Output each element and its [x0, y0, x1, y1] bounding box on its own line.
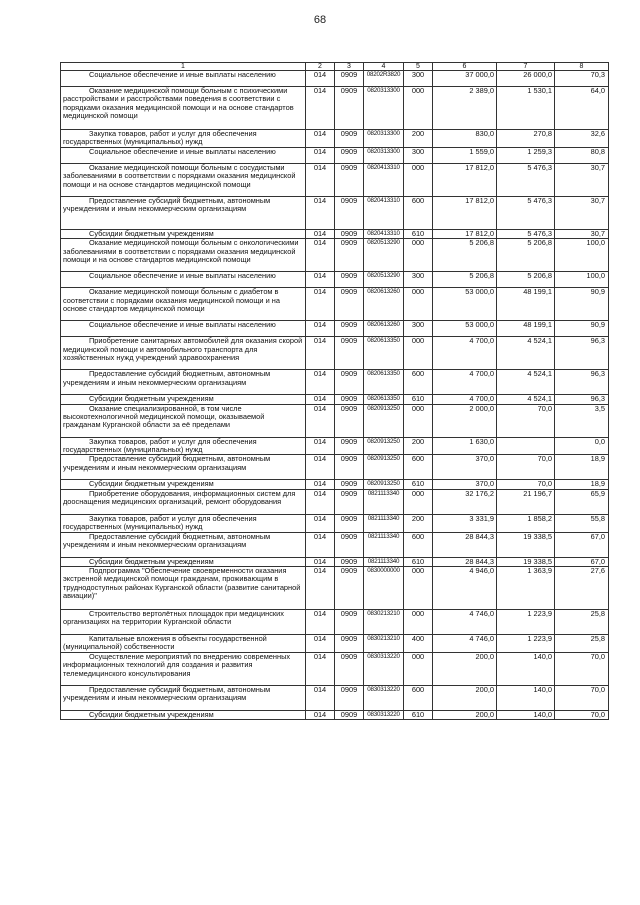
table-row [61, 652, 609, 685]
row-plan-cell: 32 176,2 [433, 489, 497, 514]
row-plan-cell: 17 812,0 [433, 163, 497, 196]
row-section-code-cell: 0909 [335, 489, 364, 514]
row-actual-cell: 1 530,1 [497, 87, 555, 130]
table-row [61, 455, 609, 480]
row-admin-code-cell: 014 [306, 272, 335, 288]
row-plan-cell: 53 000,0 [433, 321, 497, 337]
table-row [61, 685, 609, 710]
row-percent-cell: 70,0 [555, 685, 609, 710]
row-admin-code-cell: 014 [306, 196, 335, 229]
table-row [61, 395, 609, 404]
row-target-code-cell: 0830213210 [364, 635, 404, 653]
row-target-code-cell: 0830213210 [364, 610, 404, 635]
row-section-code-cell: 0909 [335, 685, 364, 710]
row-target-code-cell: 0821113340 [364, 532, 404, 557]
row-plan-cell: 2 389,0 [433, 87, 497, 130]
row-admin-code-cell: 014 [306, 163, 335, 196]
row-admin-code-cell: 014 [306, 395, 335, 404]
row-actual-cell: 70,0 [497, 455, 555, 480]
row-expense-type-cell: 600 [404, 685, 433, 710]
row-percent-cell: 30,7 [555, 163, 609, 196]
table-row [61, 514, 609, 532]
row-plan-cell: 17 812,0 [433, 229, 497, 238]
table-row [61, 71, 609, 87]
row-name-cell: Осуществление мероприятий по внедрению современных информационных технологий для создания и развития телемедицинского консультирования [61, 652, 306, 685]
row-percent-cell: 0,0 [555, 437, 609, 455]
row-expense-type-cell: 600 [404, 370, 433, 395]
table-row [61, 337, 609, 370]
row-actual-cell: 5 206,8 [497, 272, 555, 288]
row-name-cell: Приобретение санитарных автомобилей для оказания скорой медицинской помощи и автомобильного транспорта для хозяйственных нужд учреждений здравоохранения [61, 337, 306, 370]
row-target-code-cell: 0830313220 [364, 710, 404, 719]
table-row [61, 229, 609, 238]
row-admin-code-cell: 014 [306, 480, 335, 489]
row-actual-cell: 1 858,2 [497, 514, 555, 532]
row-plan-cell: 53 000,0 [433, 288, 497, 321]
row-actual-cell: 5 476,3 [497, 163, 555, 196]
row-section-code-cell: 0909 [335, 567, 364, 610]
row-expense-type-cell: 000 [404, 404, 433, 437]
row-target-code-cell: 0821113340 [364, 514, 404, 532]
row-admin-code-cell: 014 [306, 130, 335, 148]
row-plan-cell: 5 206,8 [433, 272, 497, 288]
row-plan-cell: 28 844,3 [433, 557, 497, 566]
row-actual-cell: 140,0 [497, 710, 555, 719]
row-section-code-cell: 0909 [335, 87, 364, 130]
row-name-cell: Подпрограмма "Обеспечение своевременности оказания экстренной медицинской помощи гражданам, проживающим в труднодоступных районах Курганской области (развитие санитарной авиации)" [61, 567, 306, 610]
row-name-cell: Предоставление субсидий бюджетным, автономным учреждениям и иным некоммерческим организациям [61, 685, 306, 710]
row-actual-cell: 4 524,1 [497, 337, 555, 370]
row-target-code-cell: 0820613350 [364, 337, 404, 370]
row-name-cell: Субсидии бюджетным учреждениям [61, 229, 306, 238]
row-section-code-cell: 0909 [335, 147, 364, 163]
header-cell: 7 [497, 63, 555, 71]
row-name-cell: Закупка товаров, работ и услуг для обеспечения государственных (муниципальных) нужд [61, 437, 306, 455]
table-row [61, 147, 609, 163]
row-section-code-cell: 0909 [335, 272, 364, 288]
row-admin-code-cell: 014 [306, 229, 335, 238]
row-target-code-cell: 0820413310 [364, 163, 404, 196]
row-percent-cell: 100,0 [555, 239, 609, 272]
row-name-cell: Субсидии бюджетным учреждениям [61, 480, 306, 489]
row-actual-cell: 48 199,1 [497, 321, 555, 337]
row-target-code-cell: 0830000000 [364, 567, 404, 610]
row-admin-code-cell: 014 [306, 532, 335, 557]
table-row [61, 532, 609, 557]
row-expense-type-cell: 610 [404, 395, 433, 404]
row-actual-cell: 5 476,3 [497, 229, 555, 238]
row-admin-code-cell: 014 [306, 685, 335, 710]
row-target-code-cell: 0820913250 [364, 437, 404, 455]
header-cell: 1 [61, 63, 306, 71]
row-admin-code-cell: 014 [306, 514, 335, 532]
table-row [61, 130, 609, 148]
row-percent-cell: 18,9 [555, 455, 609, 480]
row-section-code-cell: 0909 [335, 532, 364, 557]
row-target-code-cell: 0820513290 [364, 272, 404, 288]
row-plan-cell: 17 812,0 [433, 196, 497, 229]
table-row [61, 635, 609, 653]
row-name-cell: Субсидии бюджетным учреждениям [61, 710, 306, 719]
row-expense-type-cell: 300 [404, 147, 433, 163]
row-admin-code-cell: 014 [306, 635, 335, 653]
row-expense-type-cell: 400 [404, 635, 433, 653]
row-section-code-cell: 0909 [335, 710, 364, 719]
table-row [61, 288, 609, 321]
row-percent-cell: 100,0 [555, 272, 609, 288]
row-expense-type-cell: 000 [404, 610, 433, 635]
row-plan-cell: 28 844,3 [433, 532, 497, 557]
row-section-code-cell: 0909 [335, 395, 364, 404]
row-section-code-cell: 0909 [335, 288, 364, 321]
row-section-code-cell: 0909 [335, 652, 364, 685]
row-actual-cell: 270,8 [497, 130, 555, 148]
row-actual-cell: 1 223,9 [497, 610, 555, 635]
row-target-code-cell: 0820413310 [364, 196, 404, 229]
row-expense-type-cell: 000 [404, 87, 433, 130]
row-expense-type-cell: 000 [404, 288, 433, 321]
header-cell: 4 [364, 63, 404, 71]
row-plan-cell: 830,0 [433, 130, 497, 148]
row-target-code-cell: 0820613350 [364, 370, 404, 395]
table-row [61, 567, 609, 610]
row-admin-code-cell: 014 [306, 652, 335, 685]
row-plan-cell: 1 559,0 [433, 147, 497, 163]
row-expense-type-cell: 000 [404, 652, 433, 685]
row-expense-type-cell: 300 [404, 321, 433, 337]
row-name-cell: Социальное обеспечение и иные выплаты населению [61, 321, 306, 337]
row-actual-cell: 4 524,1 [497, 395, 555, 404]
header-cell: 5 [404, 63, 433, 71]
row-actual-cell: 26 000,0 [497, 71, 555, 87]
row-admin-code-cell: 014 [306, 71, 335, 87]
row-name-cell: Оказание специализированной, в том числе высокотехнологичной медицинской помощи, оказываемой гражданам Курганской области за её пределами [61, 404, 306, 437]
row-expense-type-cell: 610 [404, 229, 433, 238]
row-actual-cell: 1 363,9 [497, 567, 555, 610]
header-cell: 8 [555, 63, 609, 71]
budget-table [60, 62, 609, 720]
row-plan-cell: 4 700,0 [433, 370, 497, 395]
row-percent-cell: 67,0 [555, 557, 609, 566]
row-name-cell: Оказание медицинской помощи больным с диабетом в соответствии с порядками оказания медицинской помощи и на основе стандартов медицинской помощи [61, 288, 306, 321]
row-admin-code-cell: 014 [306, 370, 335, 395]
row-actual-cell: 70,0 [497, 480, 555, 489]
row-name-cell: Предоставление субсидий бюджетным, автономным учреждениям и иным некоммерческим организациям [61, 455, 306, 480]
table-header-row [61, 63, 609, 71]
row-admin-code-cell: 014 [306, 337, 335, 370]
row-percent-cell: 96,3 [555, 395, 609, 404]
row-plan-cell: 4 700,0 [433, 395, 497, 404]
row-plan-cell: 4 746,0 [433, 635, 497, 653]
row-percent-cell: 25,8 [555, 635, 609, 653]
table-row [61, 710, 609, 719]
row-target-code-cell: 0830313220 [364, 652, 404, 685]
row-expense-type-cell: 000 [404, 489, 433, 514]
row-section-code-cell: 0909 [335, 130, 364, 148]
row-expense-type-cell: 600 [404, 532, 433, 557]
row-name-cell: Оказание медицинской помощи больным с психическими расстройствами и расстройствами поведения в соответствии с порядками оказания медицинской помощи и на основе стандартов медицинской помощи [61, 87, 306, 130]
table-row [61, 404, 609, 437]
header-cell: 2 [306, 63, 335, 71]
row-expense-type-cell: 200 [404, 514, 433, 532]
row-plan-cell: 200,0 [433, 710, 497, 719]
table-row [61, 321, 609, 337]
header-cell: 3 [335, 63, 364, 71]
row-name-cell: Предоставление субсидий бюджетным, автономным учреждениям и иным некоммерческим организациям [61, 196, 306, 229]
row-percent-cell: 90,9 [555, 288, 609, 321]
row-name-cell: Приобретение оборудования, информационных систем для дооснащения медицинских организаций, ремонт оборудования [61, 489, 306, 514]
row-name-cell: Строительство вертолётных площадок при медицинских организациях на территории Курганской области [61, 610, 306, 635]
row-plan-cell: 5 206,8 [433, 239, 497, 272]
row-expense-type-cell: 000 [404, 239, 433, 272]
row-percent-cell: 96,3 [555, 370, 609, 395]
row-expense-type-cell: 600 [404, 196, 433, 229]
row-actual-cell: 48 199,1 [497, 288, 555, 321]
row-percent-cell: 80,8 [555, 147, 609, 163]
row-admin-code-cell: 014 [306, 610, 335, 635]
row-actual-cell: 1 259,3 [497, 147, 555, 163]
row-name-cell: Капитальные вложения в объекты государственной (муниципальной) собственности [61, 635, 306, 653]
row-name-cell: Предоставление субсидий бюджетным, автономным учреждениям и иным некоммерческим организациям [61, 532, 306, 557]
row-admin-code-cell: 014 [306, 87, 335, 130]
table-row [61, 239, 609, 272]
row-admin-code-cell: 014 [306, 437, 335, 455]
row-percent-cell: 70,0 [555, 652, 609, 685]
row-actual-cell: 1 223,9 [497, 635, 555, 653]
row-percent-cell: 70,0 [555, 710, 609, 719]
row-section-code-cell: 0909 [335, 370, 364, 395]
table-row [61, 272, 609, 288]
row-expense-type-cell: 300 [404, 272, 433, 288]
row-plan-cell: 200,0 [433, 685, 497, 710]
row-plan-cell: 4 946,0 [433, 567, 497, 610]
row-target-code-cell: 0820613260 [364, 321, 404, 337]
row-plan-cell: 200,0 [433, 652, 497, 685]
row-target-code-cell: 0821113340 [364, 557, 404, 566]
row-actual-cell: 4 524,1 [497, 370, 555, 395]
row-percent-cell: 30,7 [555, 196, 609, 229]
row-name-cell: Оказание медицинской помощи больным с онкологическими заболеваниями в соответствии с порядками оказания медицинской помощи и на основе стандартов медицинской помощи [61, 239, 306, 272]
row-name-cell: Субсидии бюджетным учреждениям [61, 557, 306, 566]
row-section-code-cell: 0909 [335, 635, 364, 653]
row-plan-cell: 370,0 [433, 455, 497, 480]
row-percent-cell: 67,0 [555, 532, 609, 557]
row-percent-cell: 18,9 [555, 480, 609, 489]
row-plan-cell: 1 630,0 [433, 437, 497, 455]
row-name-cell: Оказание медицинской помощи больным с сосудистыми заболеваниями в соответствии с порядками оказания медицинской помощи и на основе стандартов медицинской помощи [61, 163, 306, 196]
table-row [61, 437, 609, 455]
row-target-code-cell: 0820913250 [364, 404, 404, 437]
row-section-code-cell: 0909 [335, 514, 364, 532]
row-percent-cell: 70,3 [555, 71, 609, 87]
row-plan-cell: 37 000,0 [433, 71, 497, 87]
row-admin-code-cell: 014 [306, 455, 335, 480]
row-percent-cell: 27,6 [555, 567, 609, 610]
row-expense-type-cell: 610 [404, 480, 433, 489]
row-expense-type-cell: 000 [404, 163, 433, 196]
row-target-code-cell: 0820313300 [364, 147, 404, 163]
table-row [61, 370, 609, 395]
row-percent-cell: 96,3 [555, 337, 609, 370]
row-expense-type-cell: 000 [404, 567, 433, 610]
row-section-code-cell: 0909 [335, 71, 364, 87]
row-expense-type-cell: 600 [404, 455, 433, 480]
row-name-cell: Социальное обеспечение и иные выплаты населению [61, 147, 306, 163]
row-target-code-cell: 0820313300 [364, 87, 404, 130]
row-target-code-cell: 0830313220 [364, 685, 404, 710]
row-name-cell: Предоставление субсидий бюджетным, автономным учреждениям и иным некоммерческим организациям [61, 370, 306, 395]
row-percent-cell: 25,8 [555, 610, 609, 635]
row-expense-type-cell: 610 [404, 557, 433, 566]
row-target-code-cell: 0820913250 [364, 480, 404, 489]
row-actual-cell: 140,0 [497, 685, 555, 710]
row-plan-cell: 3 331,9 [433, 514, 497, 532]
row-name-cell: Закупка товаров, работ и услуг для обеспечения государственных (муниципальных) нужд [61, 514, 306, 532]
row-section-code-cell: 0909 [335, 196, 364, 229]
row-admin-code-cell: 014 [306, 567, 335, 610]
row-target-code-cell: 0820913250 [364, 455, 404, 480]
table-row [61, 163, 609, 196]
row-target-code-cell: 0820613260 [364, 288, 404, 321]
row-admin-code-cell: 014 [306, 489, 335, 514]
row-admin-code-cell: 014 [306, 321, 335, 337]
table-row [61, 610, 609, 635]
row-plan-cell: 4 746,0 [433, 610, 497, 635]
row-name-cell: Социальное обеспечение и иные выплаты населению [61, 272, 306, 288]
page-number: 68 [313, 14, 327, 26]
row-section-code-cell: 0909 [335, 610, 364, 635]
row-name-cell: Субсидии бюджетным учреждениям [61, 395, 306, 404]
row-plan-cell: 4 700,0 [433, 337, 497, 370]
row-section-code-cell: 0909 [335, 337, 364, 370]
budget-table-sheet [60, 62, 608, 720]
row-plan-cell: 2 000,0 [433, 404, 497, 437]
row-percent-cell: 90,9 [555, 321, 609, 337]
row-expense-type-cell: 000 [404, 337, 433, 370]
row-percent-cell: 3,5 [555, 404, 609, 437]
row-expense-type-cell: 200 [404, 130, 433, 148]
row-target-code-cell: 0820513290 [364, 239, 404, 272]
row-actual-cell: 19 338,5 [497, 532, 555, 557]
row-admin-code-cell: 014 [306, 288, 335, 321]
row-percent-cell: 32,6 [555, 130, 609, 148]
row-target-code-cell: 0820313300 [364, 130, 404, 148]
row-section-code-cell: 0909 [335, 163, 364, 196]
row-expense-type-cell: 300 [404, 71, 433, 87]
row-section-code-cell: 0909 [335, 229, 364, 238]
table-row [61, 196, 609, 229]
row-actual-cell: 19 338,5 [497, 557, 555, 566]
table-body [61, 71, 609, 720]
header-cell: 6 [433, 63, 497, 71]
row-percent-cell: 55,8 [555, 514, 609, 532]
row-section-code-cell: 0909 [335, 455, 364, 480]
row-plan-cell: 370,0 [433, 480, 497, 489]
row-actual-cell: 5 476,3 [497, 196, 555, 229]
row-name-cell: Социальное обеспечение и иные выплаты населению [61, 71, 306, 87]
row-actual-cell: 140,0 [497, 652, 555, 685]
table-row [61, 557, 609, 566]
row-section-code-cell: 0909 [335, 321, 364, 337]
row-section-code-cell: 0909 [335, 437, 364, 455]
row-percent-cell: 30,7 [555, 229, 609, 238]
row-expense-type-cell: 610 [404, 710, 433, 719]
table-row [61, 489, 609, 514]
row-actual-cell [497, 437, 555, 455]
row-percent-cell: 64,0 [555, 87, 609, 130]
row-section-code-cell: 0909 [335, 239, 364, 272]
table-row [61, 480, 609, 489]
row-section-code-cell: 0909 [335, 404, 364, 437]
row-target-code-cell: 0820613350 [364, 395, 404, 404]
row-admin-code-cell: 014 [306, 239, 335, 272]
row-target-code-cell: 0821113340 [364, 489, 404, 514]
row-section-code-cell: 0909 [335, 480, 364, 489]
row-target-code-cell: 0820413310 [364, 229, 404, 238]
row-expense-type-cell: 200 [404, 437, 433, 455]
table-row [61, 87, 609, 130]
row-admin-code-cell: 014 [306, 557, 335, 566]
row-admin-code-cell: 014 [306, 147, 335, 163]
row-percent-cell: 65,9 [555, 489, 609, 514]
row-actual-cell: 21 196,7 [497, 489, 555, 514]
row-target-code-cell: 08202R3820 [364, 71, 404, 87]
row-actual-cell: 70,0 [497, 404, 555, 437]
row-admin-code-cell: 014 [306, 404, 335, 437]
row-admin-code-cell: 014 [306, 710, 335, 719]
row-name-cell: Закупка товаров, работ и услуг для обеспечения государственных (муниципальных) нужд [61, 130, 306, 148]
row-actual-cell: 5 206,8 [497, 239, 555, 272]
row-section-code-cell: 0909 [335, 557, 364, 566]
